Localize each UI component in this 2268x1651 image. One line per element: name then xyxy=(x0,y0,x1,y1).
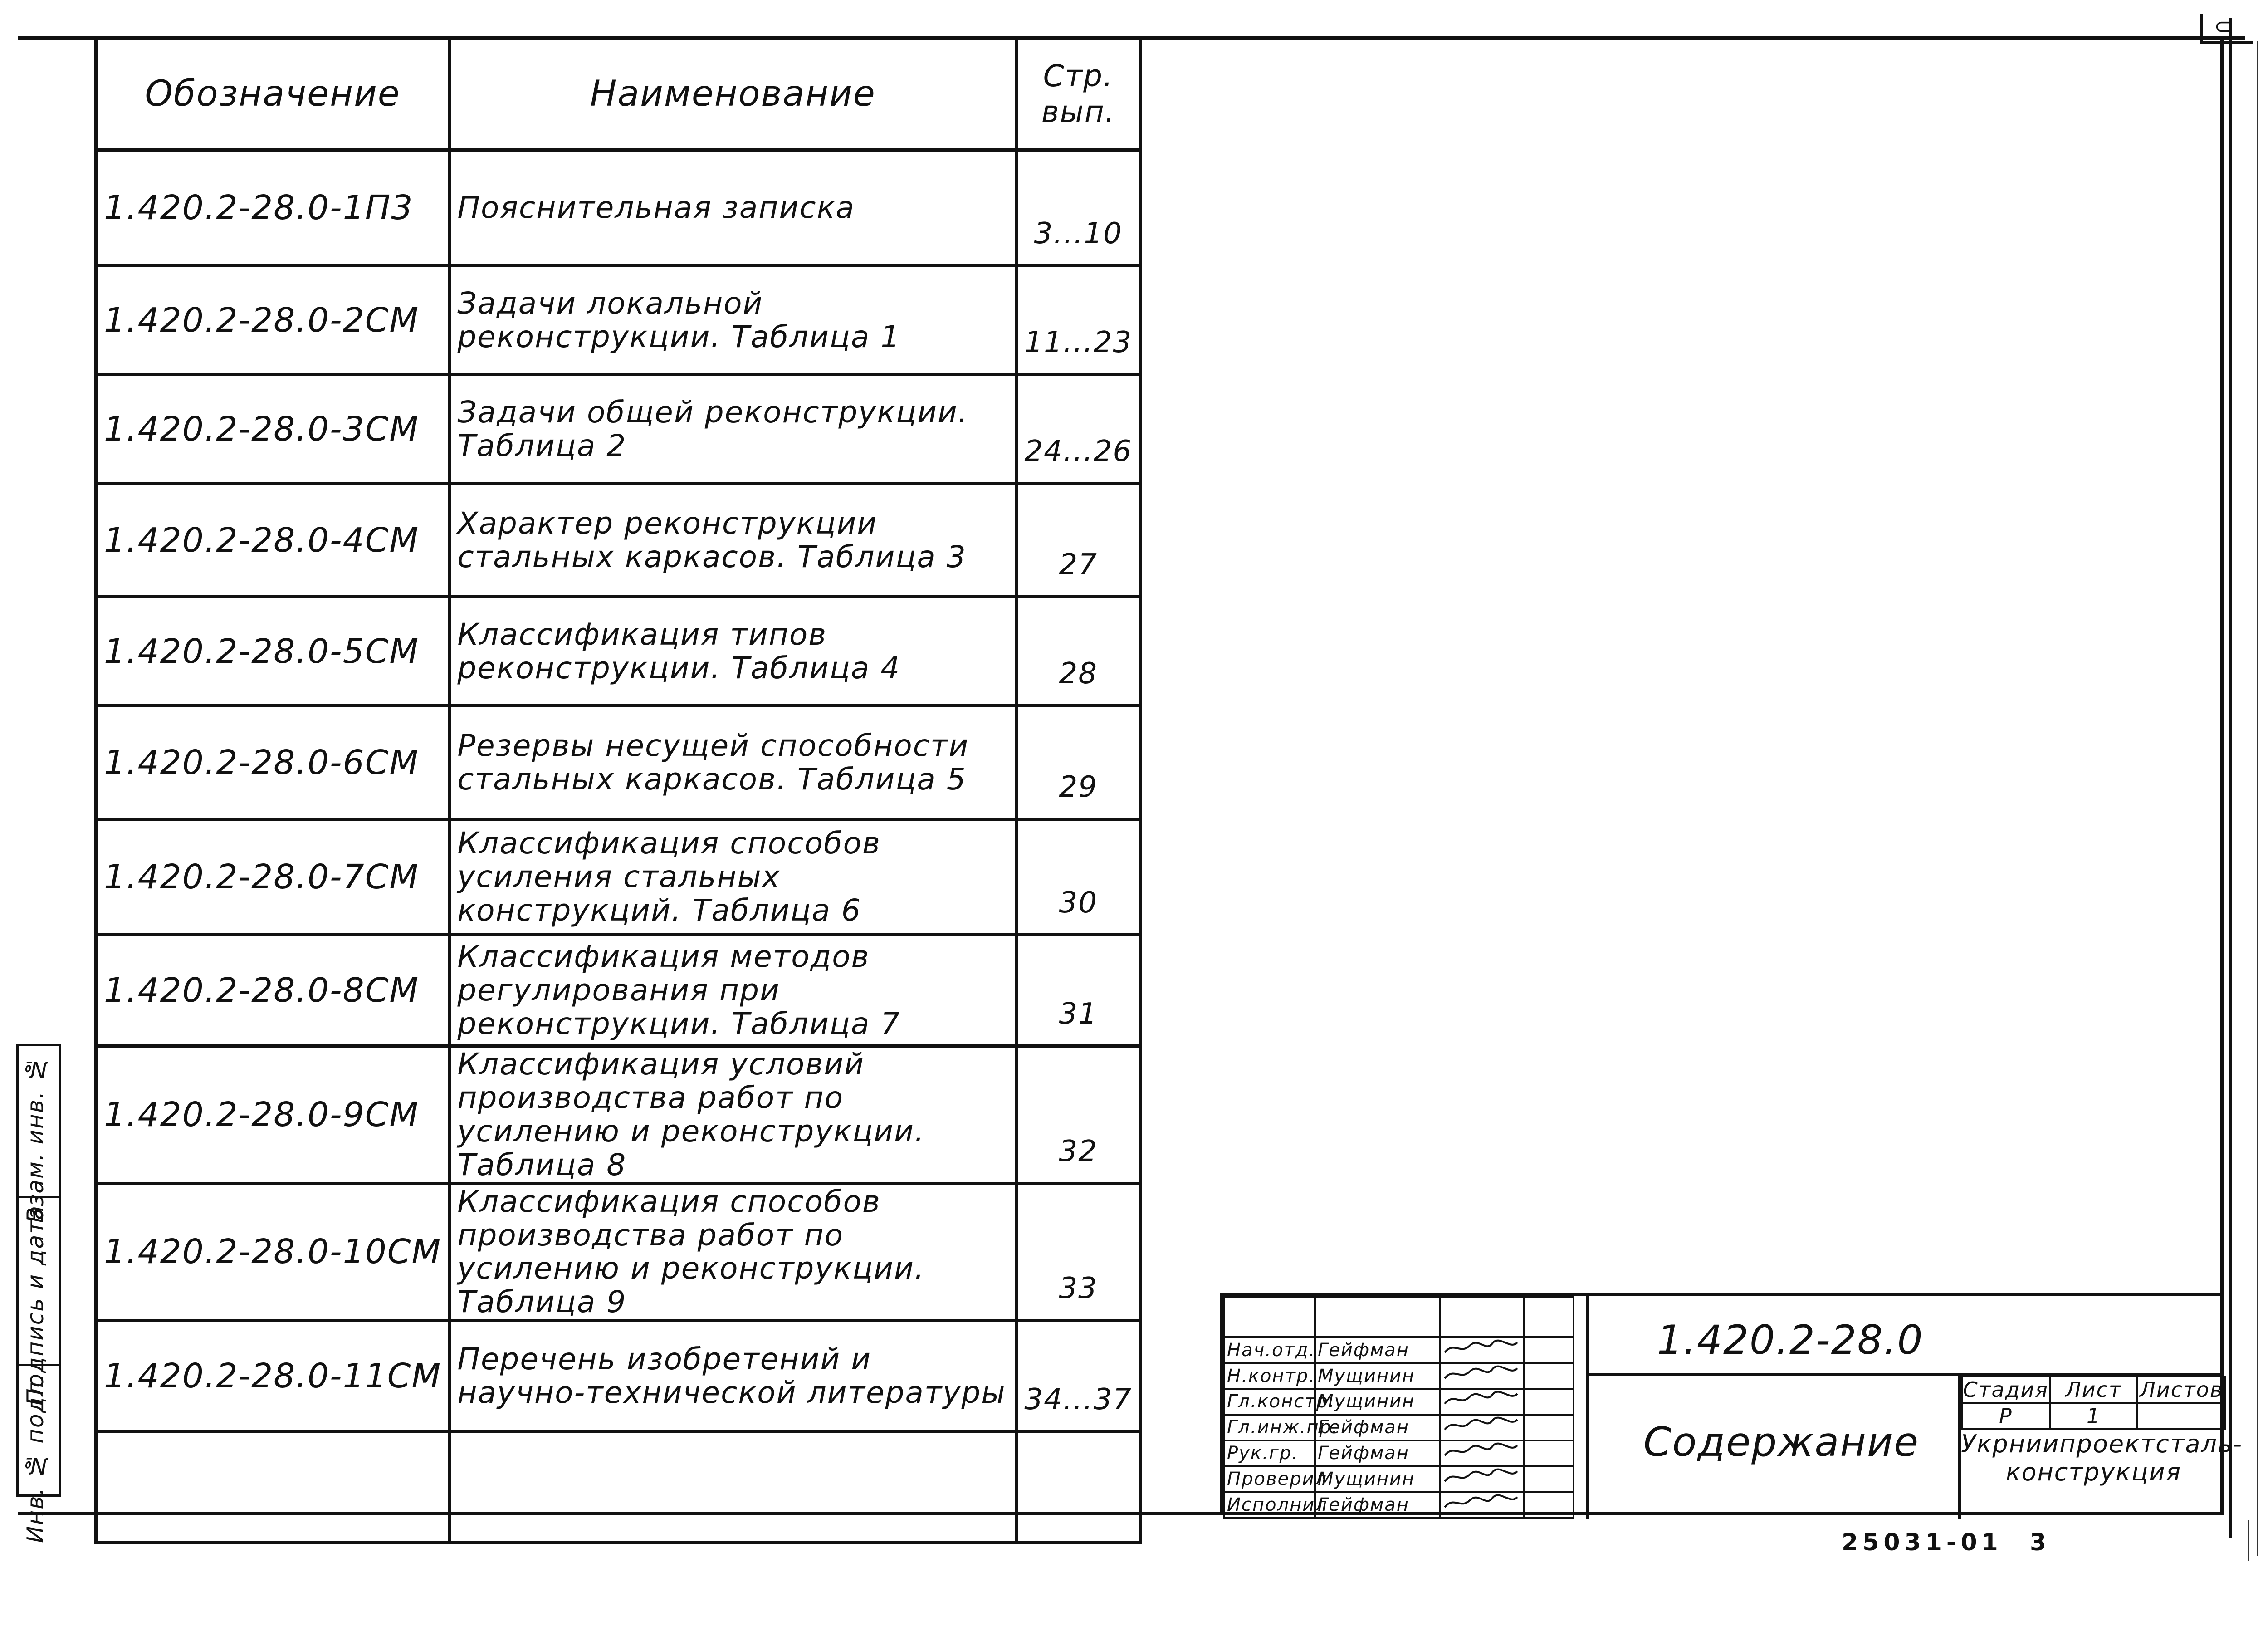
signature-name: Гейфман xyxy=(1315,1337,1440,1363)
signature-grid xyxy=(1223,1296,1574,1519)
header-name: Наименование xyxy=(450,38,1017,150)
signature-row xyxy=(1224,1337,1574,1363)
signature-name: Гейфман xyxy=(1315,1415,1440,1440)
sheets-header: Листов xyxy=(2137,1377,2225,1403)
row-designation: 1.420.2-28.0-7СМ xyxy=(96,819,450,935)
contents-header-row xyxy=(96,38,1140,150)
signature-row xyxy=(1224,1466,1574,1492)
row-designation: 1.420.2-28.0-5СМ xyxy=(96,597,450,706)
table-row xyxy=(96,484,1140,597)
signature-name: Мущинин xyxy=(1315,1389,1440,1415)
row-pages: 30 xyxy=(1017,819,1140,935)
handwritten-signature xyxy=(1440,1389,1524,1415)
table-row xyxy=(96,935,1140,1046)
table-row xyxy=(96,266,1140,375)
row-pages: 29 xyxy=(1017,706,1140,819)
row-designation: 1.420.2-28.0-1П3 xyxy=(96,150,450,266)
frame-right-line xyxy=(2229,18,2232,1538)
signature-row xyxy=(1224,1415,1574,1440)
page-number: 3 xyxy=(2030,1529,2047,1556)
row-pages: 11...23 xyxy=(1017,266,1140,375)
row-designation: 1.420.2-28.0-9СМ xyxy=(96,1046,450,1184)
row-designation: 1.420.2-28.0-4СМ xyxy=(96,484,450,597)
row-pages: 27 xyxy=(1017,484,1140,597)
row-name: Классификация способов усиления стальных конструкций. Таблица 6 xyxy=(450,819,1017,935)
signature-role: Н.контр. xyxy=(1224,1363,1315,1389)
row-name: Характер реконструкции стальных каркасов. Таблица 3 xyxy=(450,484,1017,597)
table-row xyxy=(96,1046,1140,1184)
table-row xyxy=(96,375,1140,484)
archive-number: 25031-01 xyxy=(1842,1529,2003,1556)
row-pages: 34...37 xyxy=(1017,1321,1140,1432)
handwritten-signature xyxy=(1440,1492,1524,1518)
sheets-value xyxy=(2137,1403,2225,1429)
row-pages: 33 xyxy=(1017,1183,1140,1321)
sheet-corner-mark: ⊂ xyxy=(2214,14,2233,39)
stage-value: Р xyxy=(1962,1403,2050,1429)
signature-row xyxy=(1224,1363,1574,1389)
empty-cell xyxy=(450,1432,1017,1543)
row-designation: 1.420.2-28.0-6СМ xyxy=(96,706,450,819)
row-designation: 1.420.2-28.0-2СМ xyxy=(96,266,450,375)
row-name: Пояснительная записка xyxy=(450,150,1017,266)
signature-row xyxy=(1224,1492,1574,1518)
row-pages: 3...10 xyxy=(1017,150,1140,266)
signature-name: Мущинин xyxy=(1315,1466,1440,1492)
sheet-header: Лист xyxy=(2050,1377,2138,1403)
contents-body xyxy=(96,150,1140,1543)
sheet-value: 1 xyxy=(2050,1403,2138,1429)
handwritten-signature xyxy=(1440,1415,1524,1440)
row-designation: 1.420.2-28.0-11СМ xyxy=(96,1321,450,1432)
table-row xyxy=(96,150,1140,266)
left-strip-label-signature: Подпись и дата xyxy=(22,1205,49,1406)
handwritten-signature xyxy=(1440,1337,1524,1363)
left-strip-label-inventory: Инв. № подл. xyxy=(22,1373,49,1543)
signature-role: Гл.констр. xyxy=(1224,1389,1315,1415)
document-code: 1.420.2-28.0 xyxy=(1657,1317,1924,1363)
table-row xyxy=(96,1321,1140,1432)
header-designation: Обозначение xyxy=(96,38,450,150)
organization-name: Укрниипроектсталь-конструкция xyxy=(1961,1430,2243,1487)
stage-header: Стадия xyxy=(1962,1377,2050,1403)
signature-name: Гейфман xyxy=(1315,1440,1440,1466)
table-row xyxy=(96,597,1140,706)
row-pages: 28 xyxy=(1017,597,1140,706)
row-pages: 31 xyxy=(1017,935,1140,1046)
signature-role: Гл.инж.пр. xyxy=(1224,1415,1315,1440)
handwritten-signature xyxy=(1440,1363,1524,1389)
table-row xyxy=(96,706,1140,819)
signature-role: Проверил xyxy=(1224,1466,1315,1492)
row-name: Задачи локальной реконструкции. Таблица 1 xyxy=(450,266,1017,375)
document-code-cell xyxy=(1586,1296,2224,1376)
empty-cell xyxy=(96,1432,450,1543)
handwritten-signature xyxy=(1440,1466,1524,1492)
signature-role: Исполнил xyxy=(1224,1492,1315,1518)
signature-role: Нач.отд. xyxy=(1224,1337,1315,1363)
row-designation: 1.420.2-28.0-3СМ xyxy=(96,375,450,484)
row-pages: 32 xyxy=(1017,1046,1140,1184)
frame-right-tail xyxy=(2248,1520,2249,1561)
row-name: Классификация способов производства работ по усилению и реконструкции. Таблица 9 xyxy=(450,1183,1017,1321)
left-approval-strip xyxy=(16,1044,61,1543)
row-name: Классификация условий производства работ по усилению и реконструкции. Таблица 8 xyxy=(450,1046,1017,1184)
handwritten-signature xyxy=(1440,1440,1524,1466)
row-designation: 1.420.2-28.0-10СМ xyxy=(96,1183,450,1321)
title-block xyxy=(1220,1293,2243,1515)
table-row xyxy=(96,1183,1140,1321)
table-row-empty xyxy=(96,1432,1140,1543)
row-name: Резервы несущей способности стальных каркасов. Таблица 5 xyxy=(450,706,1017,819)
signature-row xyxy=(1224,1389,1574,1415)
row-name: Классификация методов регулирования при реконструкции. Таблица 7 xyxy=(450,935,1017,1046)
table-row xyxy=(96,819,1140,935)
signature-name: Гейфман xyxy=(1315,1492,1440,1518)
frame-right-thin-line xyxy=(2257,41,2258,1556)
row-name: Классификация типов реконструкции. Таблица 4 xyxy=(450,597,1017,706)
left-strip-label-replacement: Взам. инв. № xyxy=(22,1055,49,1223)
signature-row xyxy=(1224,1440,1574,1466)
contents-table xyxy=(94,36,1142,1544)
empty-cell xyxy=(1017,1432,1140,1543)
row-name: Перечень изобретений и научно-технической литературы xyxy=(450,1321,1017,1432)
row-designation: 1.420.2-28.0-8СМ xyxy=(96,935,450,1046)
stage-sheet-grid xyxy=(1961,1376,2226,1430)
stage-sheet-cell xyxy=(1958,1376,2243,1519)
document-title: Содержание xyxy=(1643,1419,1920,1465)
signature-role: Рук.гр. xyxy=(1224,1440,1315,1466)
document-title-cell xyxy=(1586,1376,1958,1519)
header-pages: Стр. вып. xyxy=(1017,38,1140,150)
row-name: Задачи общей реконструкции. Таблица 2 xyxy=(450,375,1017,484)
sheet-corner-box xyxy=(2200,14,2253,44)
signature-name: Мущинин xyxy=(1315,1363,1440,1389)
row-pages: 24...26 xyxy=(1017,375,1140,484)
